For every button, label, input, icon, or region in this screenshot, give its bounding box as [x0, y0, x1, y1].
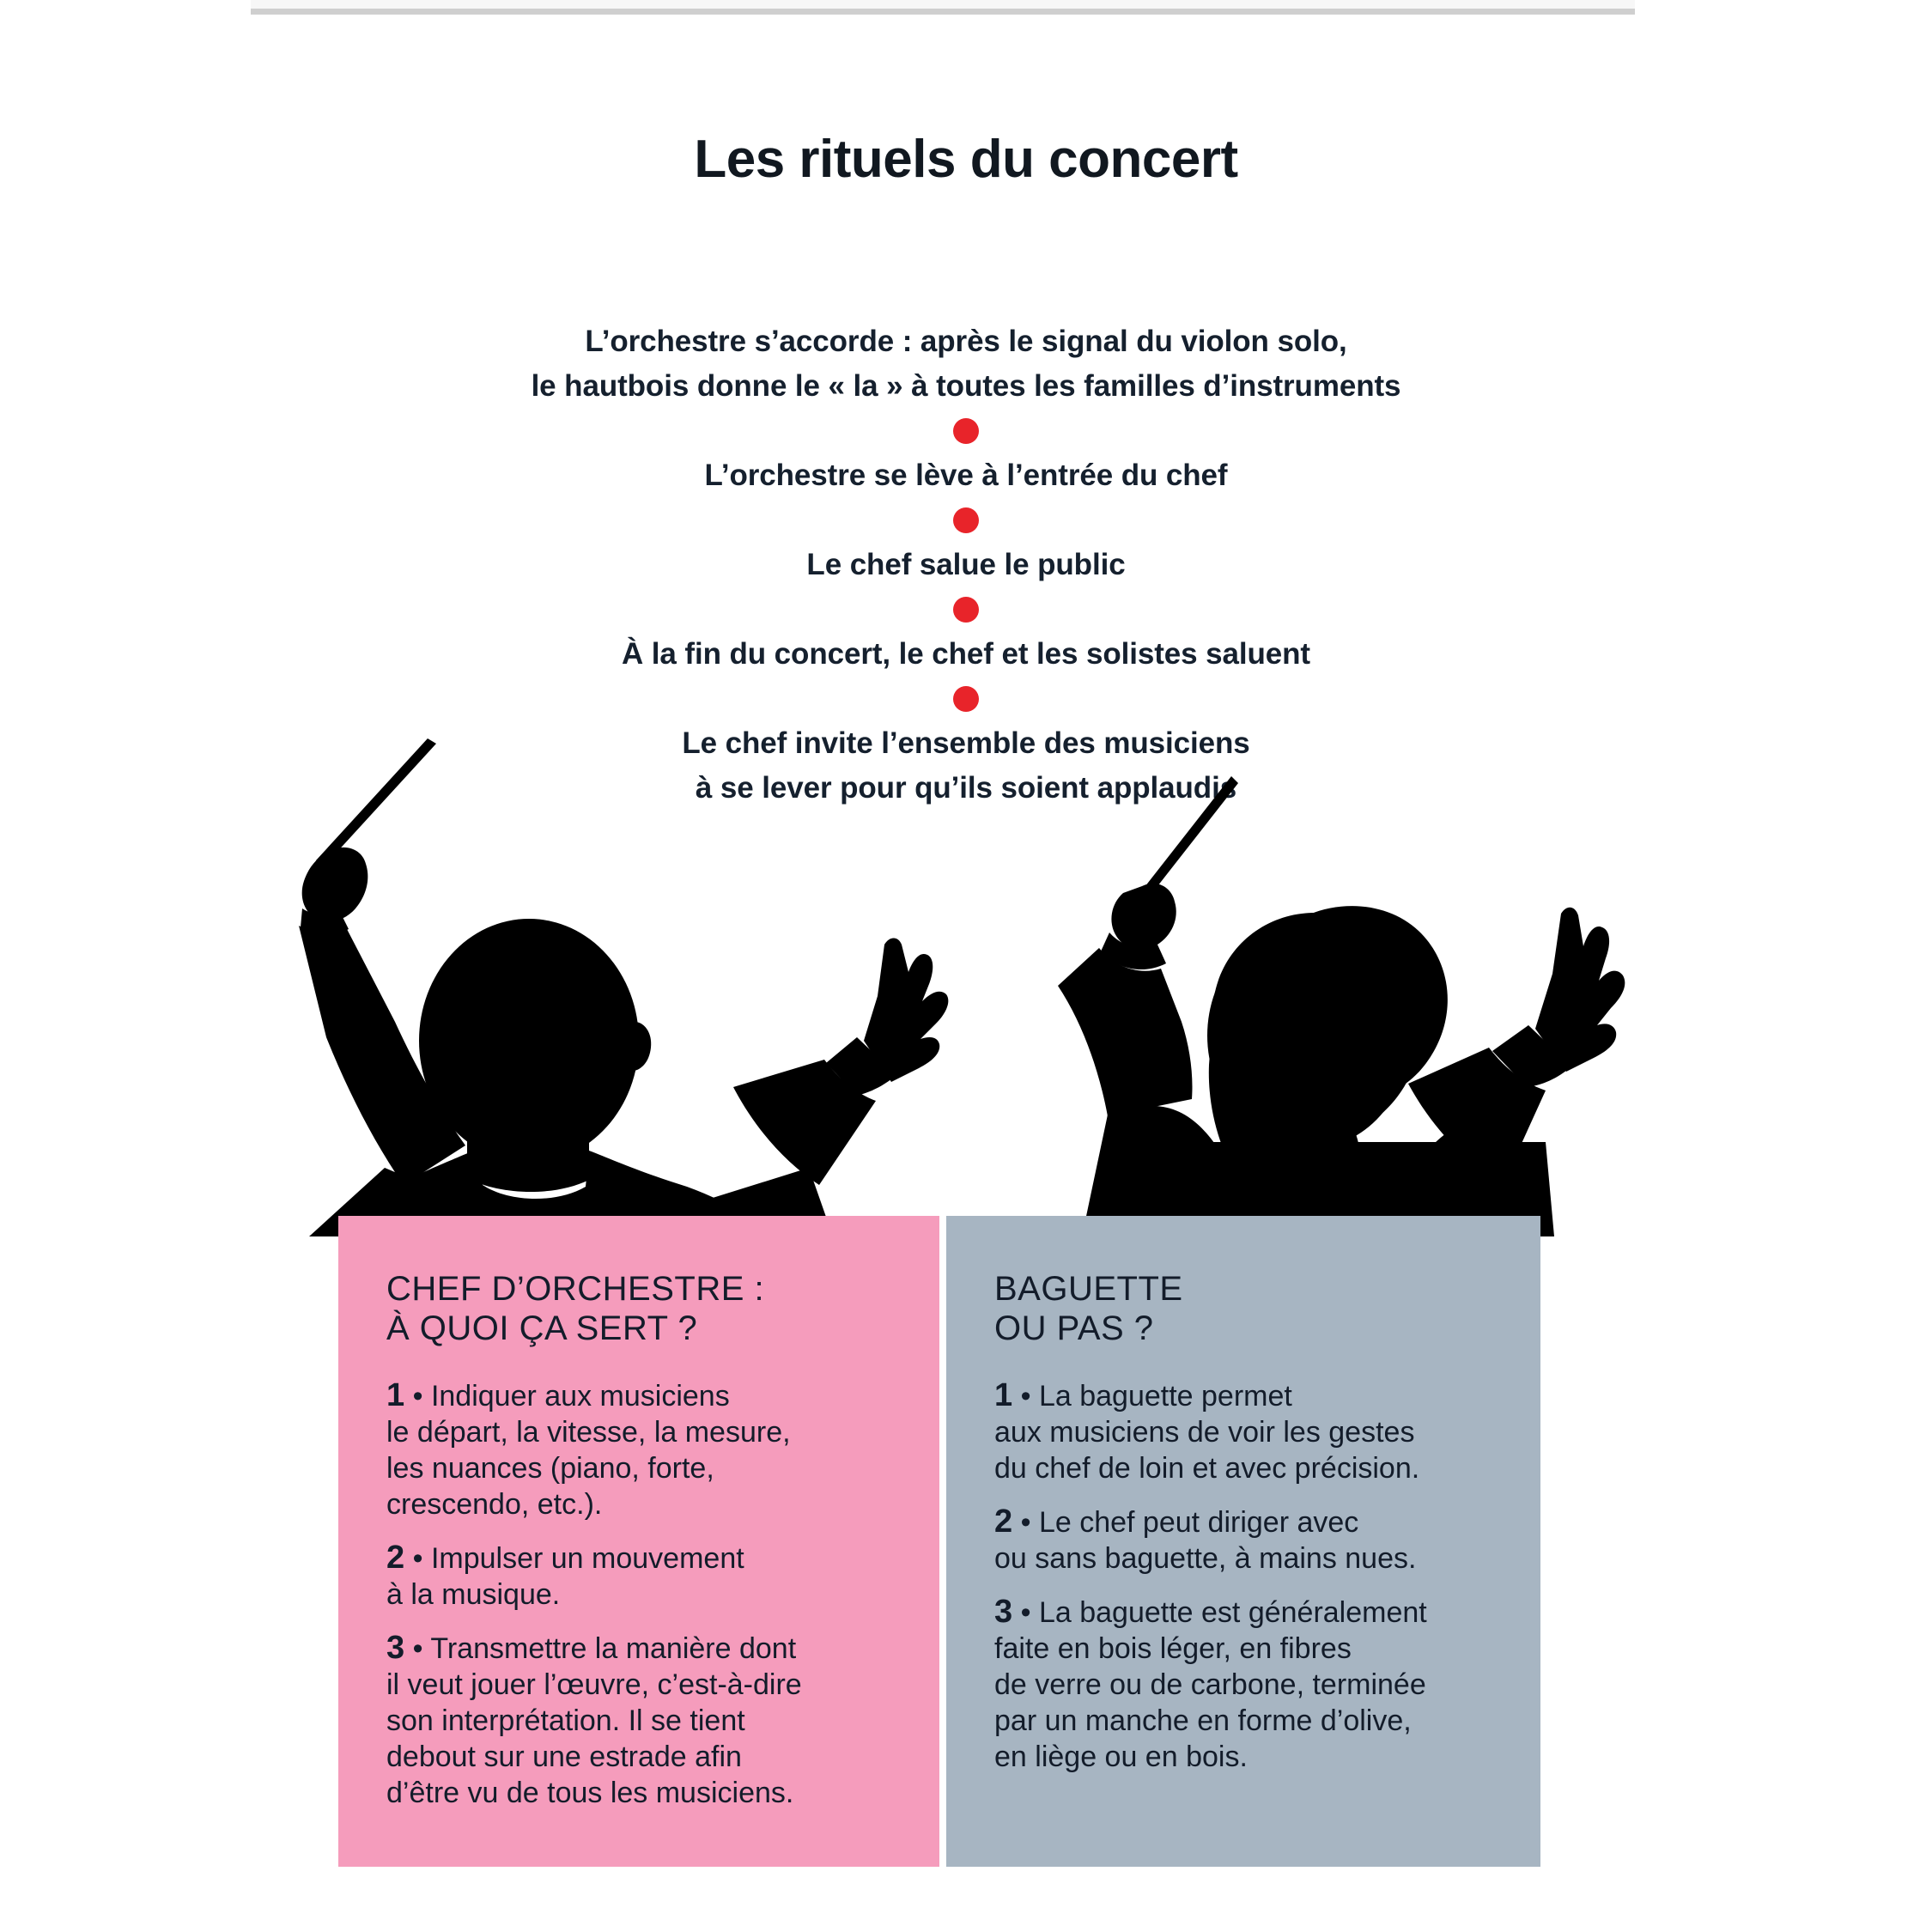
red-dot-icon [953, 686, 979, 712]
panel-pink-item-3-line-4: debout sur une estrade afin [386, 1741, 742, 1773]
page-title: Les rituels du concert [694, 130, 1238, 189]
panel-pink-item-1-line-1: Indiquer aux musiciens [430, 1380, 730, 1413]
timeline-step-1 [0, 319, 1932, 409]
timeline-separator-4 [0, 677, 1932, 721]
panel-gray-item-3-bullet: • [1020, 1596, 1031, 1629]
right-conductor-silhouette [1058, 776, 1625, 1236]
panel-gray-item-2-number: 2 [994, 1504, 1013, 1540]
panel-gray-item-2-bullet: • [1020, 1506, 1031, 1539]
timeline-separator-3 [0, 587, 1932, 632]
panel-pink-item-1 [386, 1377, 891, 1522]
panel-pink-item-2-bullet: • [412, 1542, 423, 1575]
panel-pink-heading [386, 1269, 891, 1348]
panel-pink-item-1-bullet: • [412, 1380, 423, 1413]
panel-gray-item-2-line-1: Le chef peut diriger avec [1038, 1506, 1359, 1539]
panel-pink-item-3-number: 3 [386, 1630, 405, 1666]
top-rule-shadow [251, 0, 1635, 9]
panel-gray-item-3-line-1: La baguette est généralement [1038, 1596, 1427, 1629]
panel-baguette-ou-pas [946, 1216, 1540, 1867]
panel-gray-item-1-number: 1 [994, 1377, 1013, 1413]
panel-pink-item-3-line-2: il veut jouer l’œuvre, c’est-à-dire [386, 1668, 802, 1701]
panel-pink-item-3-line-1: Transmettre la manière dont [430, 1632, 797, 1665]
panel-chef-dorchestre [338, 1216, 939, 1867]
timeline-step-3-line-1: Le chef salue le public [806, 548, 1126, 581]
timeline-separator-1 [0, 409, 1932, 453]
panel-gray-item-1-line-1: La baguette permet [1038, 1380, 1292, 1413]
panel-pink-heading-line-1: CHEF D’ORCHESTRE : [386, 1270, 765, 1308]
panel-pink-item-3-bullet: • [412, 1632, 423, 1665]
panel-gray-item-3-line-3: de verre ou de carbone, terminée [994, 1668, 1426, 1701]
panel-pink-item-2-line-2: à la musique. [386, 1578, 561, 1611]
panel-gray-item-3 [994, 1594, 1492, 1775]
timeline-step-5-line-1: Le chef invite l’ensemble des musiciens [682, 726, 1250, 760]
panel-gray-item-3-line-5: en liège ou en bois. [994, 1741, 1248, 1773]
timeline-step-4 [0, 632, 1932, 677]
panel-gray-item-2 [994, 1504, 1492, 1577]
panel-pink-item-1-line-4: crescendo, etc.). [386, 1488, 603, 1521]
panel-gray-item-2-line-2: ou sans baguette, à mains nues. [994, 1542, 1417, 1575]
panel-pink-item-2 [386, 1540, 891, 1613]
panel-pink-item-2-line-1: Impulser un mouvement [430, 1542, 744, 1575]
panel-pink-item-1-line-2: le départ, la vitesse, la mesure, [386, 1416, 791, 1449]
left-conductor-silhouette [299, 738, 948, 1236]
info-panels [338, 1216, 1540, 1867]
panel-pink-heading-line-2: À QUOI ÇA SERT ? [386, 1309, 698, 1347]
top-rule [251, 9, 1635, 15]
panel-pink-item-1-number: 1 [386, 1377, 405, 1413]
panel-gray-item-3-line-2: faite en bois léger, en fibres [994, 1632, 1352, 1665]
timeline-step-2 [0, 453, 1932, 498]
panel-pink-item-3-line-3: son interprétation. Il se tient [386, 1704, 745, 1737]
panel-gray-heading-line-1: BAGUETTE [994, 1270, 1183, 1308]
timeline-separator-2 [0, 498, 1932, 543]
panel-pink-item-3-line-5: d’être vu de tous les musiciens. [386, 1777, 794, 1809]
timeline-step-5-line-2: à se lever pour qu’ils soient applaudis [695, 771, 1237, 805]
red-dot-icon [953, 507, 979, 533]
red-dot-icon [953, 418, 979, 444]
panel-gray-item-3-number: 3 [994, 1594, 1013, 1630]
timeline-step-1-line-1: L’orchestre s’accorde : après le signal du violon solo, [585, 325, 1347, 358]
panel-gray-item-1-line-3: du chef de loin et avec précision. [994, 1452, 1420, 1485]
panel-gray-item-3-line-4: par un manche en forme d’olive, [994, 1704, 1412, 1737]
conductors-illustration [283, 738, 1657, 1236]
panel-pink-item-3 [386, 1630, 891, 1811]
panel-gray-item-1-line-2: aux musiciens de voir les gestes [994, 1416, 1415, 1449]
timeline-step-2-line-1: L’orchestre se lève à l’entrée du chef [704, 459, 1228, 492]
panel-gray-heading-line-2: OU PAS ? [994, 1309, 1154, 1347]
panel-gray-heading [994, 1269, 1492, 1348]
panel-gray-item-1 [994, 1377, 1492, 1486]
timeline-step-3 [0, 543, 1932, 587]
concert-rituals-timeline [0, 319, 1932, 811]
panel-pink-item-1-line-3: les nuances (piano, forte, [386, 1452, 714, 1485]
red-dot-icon [953, 597, 979, 623]
panel-gray-item-1-bullet: • [1020, 1380, 1031, 1413]
panel-pink-item-2-number: 2 [386, 1540, 405, 1576]
timeline-step-1-line-2: le hautbois donne le « la » à toutes les familles d’instruments [531, 369, 1401, 403]
timeline-step-4-line-1: À la fin du concert, le chef et les solistes saluent [622, 637, 1310, 671]
